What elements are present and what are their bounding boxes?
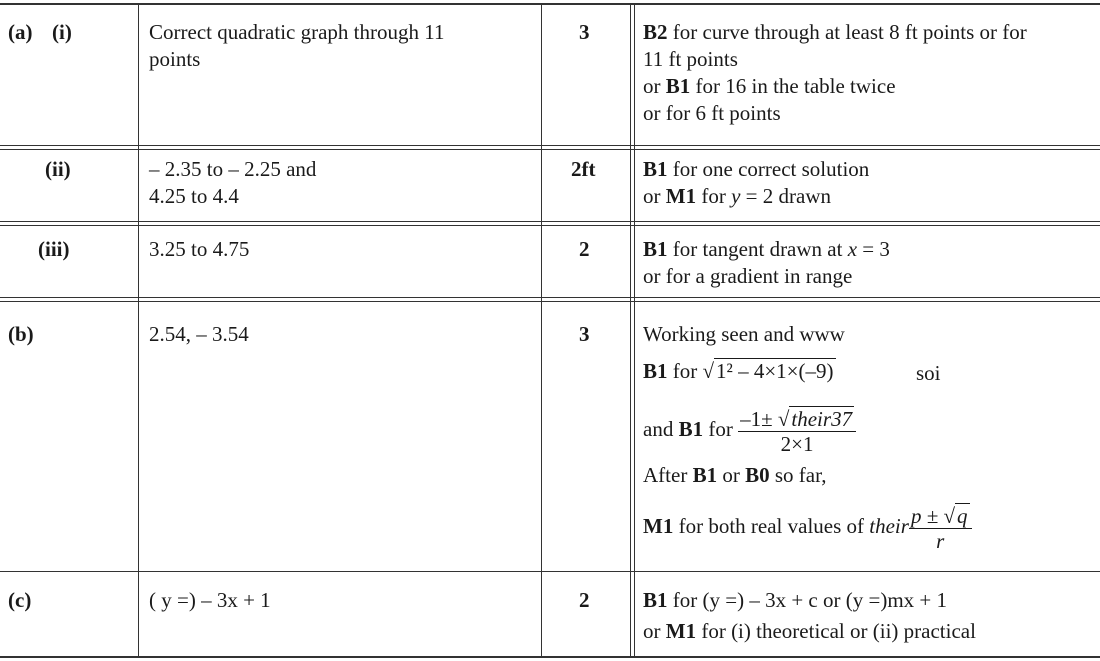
- mark-value: 3: [579, 322, 590, 346]
- mark-value: 2: [579, 588, 590, 612]
- notes-line: Working seen and www: [643, 322, 845, 346]
- notes-line: or for a gradient in range: [643, 264, 853, 288]
- notes-line: B1 for (y =) – 3x + c or (y =)mx + 1: [643, 588, 947, 612]
- answer-line: Correct quadratic graph through 11: [149, 20, 445, 44]
- soi-note: soi: [916, 361, 941, 385]
- radicand: 1² – 4×1×(–9): [716, 359, 834, 383]
- notes-line: or M1 for (i) theoretical or (ii) practical: [643, 619, 976, 643]
- notes-line: M1 for both real values of their $\frac{p \pm √q}{r}$: [643, 497, 972, 555]
- notes-line: and B1 for $\frac{\text{–1± √their37}}{2\times 1}$: [643, 400, 856, 458]
- col-divider-3b: [634, 3, 635, 658]
- notes-line: 11 ft points: [643, 47, 738, 71]
- radical-sign: √: [943, 503, 955, 528]
- answer-line: ( y =) – 3x + 1: [149, 588, 271, 612]
- answer-line: 4.25 to 4.4: [149, 184, 239, 208]
- notes-line: B1 for tangent drawn at x = 3: [643, 237, 890, 261]
- sub-part-label: (ii): [45, 157, 71, 181]
- notes-line: B2 for curve through at least 8 ft points or for: [643, 20, 1027, 44]
- rule-a-ii: [0, 149, 1100, 150]
- notes-line: or B1 for 16 in the table twice: [643, 74, 896, 98]
- answer-line: points: [149, 47, 201, 71]
- fraction: $\frac{p \pm √q}{r}$: [909, 504, 972, 553]
- part-label: (c): [8, 588, 32, 612]
- part-label: (a): [8, 20, 33, 44]
- answer-line: – 2.35 to – 2.25 and: [149, 157, 317, 181]
- rule-bottom: [0, 656, 1100, 658]
- notes-line: or M1 for y = 2 drawn: [643, 184, 831, 208]
- sub-part-label: (iii): [38, 237, 70, 261]
- rule-b-i: [0, 297, 1100, 298]
- radical-sign: √: [702, 359, 715, 383]
- rule-c: [0, 571, 1100, 572]
- col-divider-1: [138, 3, 139, 658]
- rule-b-ii: [0, 301, 1100, 302]
- answer-line: 2.54, – 3.54: [149, 322, 249, 346]
- notes-line: or for 6 ft points: [643, 101, 781, 125]
- notes-line: B1 for √1² – 4×1×(–9): [643, 359, 834, 383]
- mark-value: 2ft: [571, 157, 596, 181]
- rule-top: [0, 3, 1100, 5]
- notes-line: After B1 or B0 so far,: [643, 463, 827, 487]
- fraction: $\frac{\text{–1± √their37}}{2\times 1}$: [738, 407, 856, 456]
- col-divider-3a: [630, 3, 631, 658]
- mark-value: 3: [579, 20, 590, 44]
- sub-part-label: (i): [52, 20, 72, 44]
- rule-a-iii: [0, 221, 1100, 222]
- notes-line: B1 for one correct solution: [643, 157, 870, 181]
- part-label: (b): [8, 322, 34, 346]
- col-divider-2: [541, 3, 542, 658]
- mark-value: 2: [579, 237, 590, 261]
- answer-line: 3.25 to 4.75: [149, 237, 250, 261]
- rule-a-i: [0, 145, 1100, 146]
- radical-sign: √: [777, 406, 790, 431]
- rule-a-iv: [0, 225, 1100, 226]
